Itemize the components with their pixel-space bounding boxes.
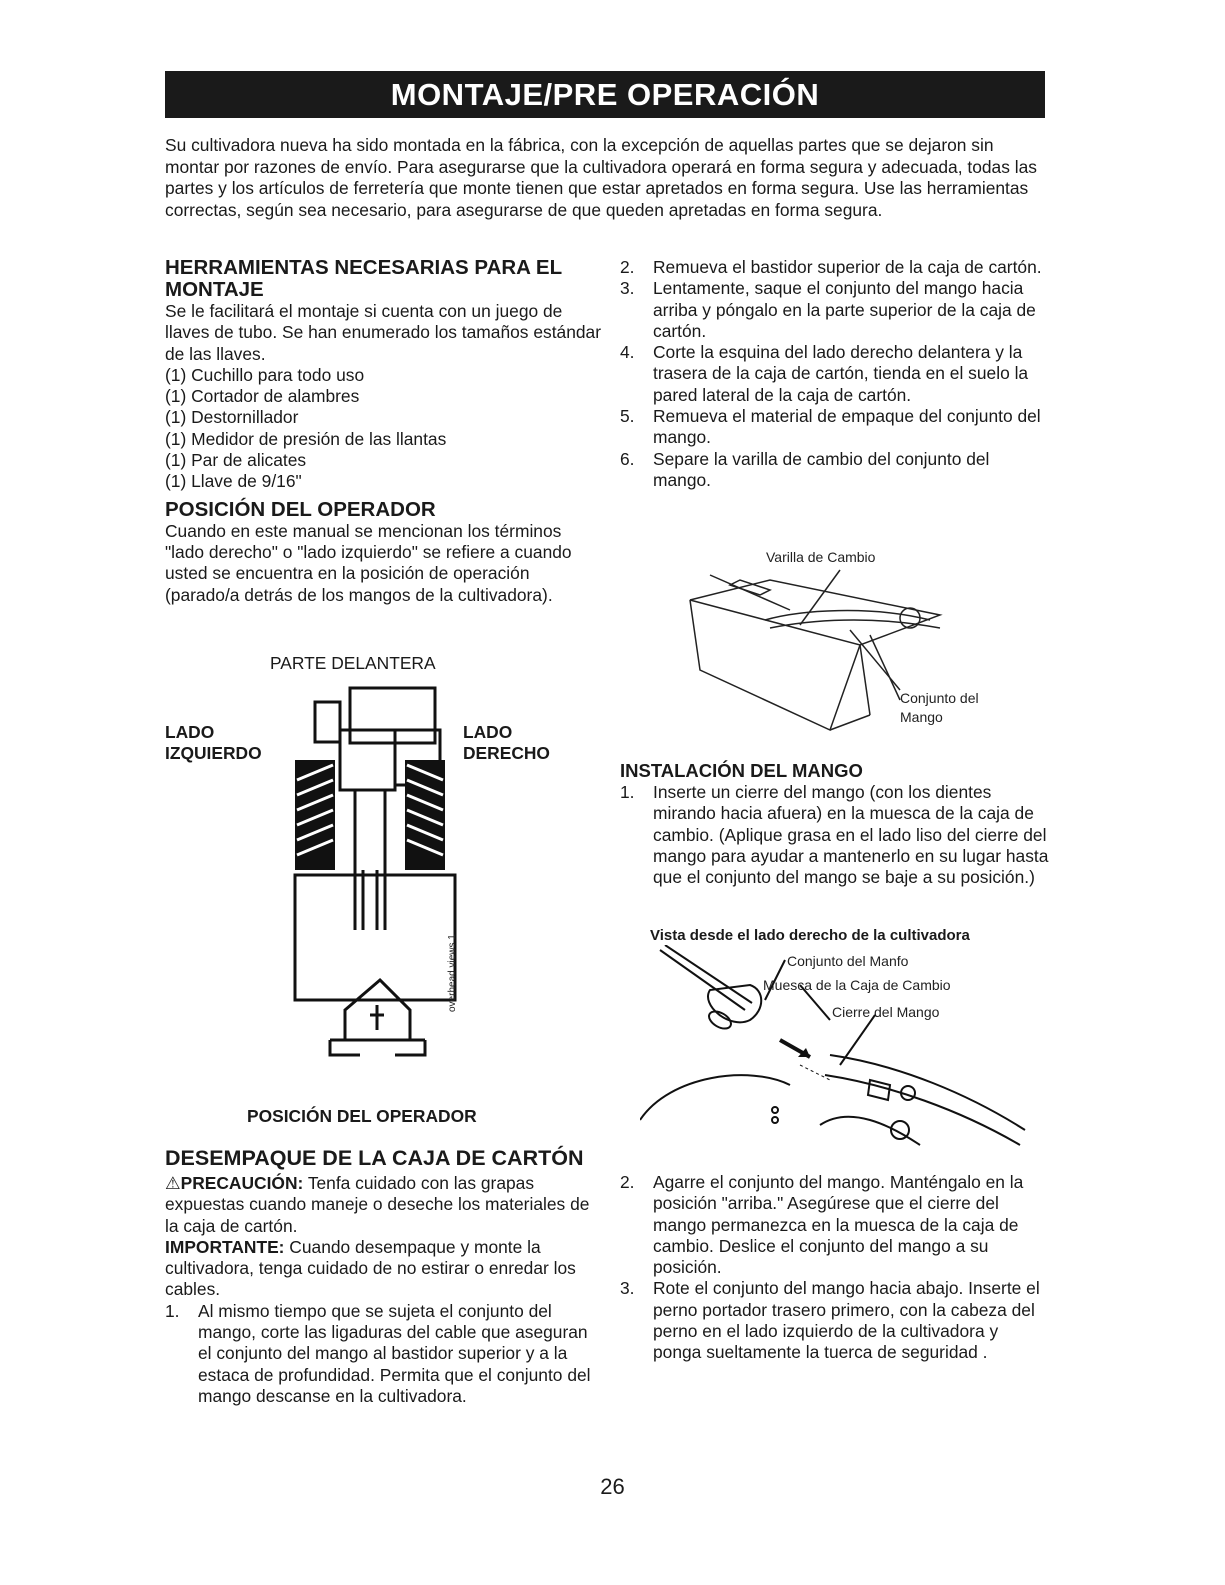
figure-right-label-1: LADO xyxy=(463,722,513,742)
tools-text: Se le facilitará el montaje si cuenta con un juego de llaves de tubo. Se han enumerado los tamaños estándar de las llaves. xyxy=(165,301,602,364)
list-item xyxy=(620,406,1050,449)
step-text: Agarre el conjunto del mango. Manténgalo en la posición "arriba." Asegúrese que el cierre del mango permanezca en la muesca de la caja de cambio. Deslice el conjunto del mango a su posición. xyxy=(653,1172,1024,1278)
install-steps-bottom xyxy=(620,1172,1050,1364)
step-number: 5. xyxy=(620,406,635,427)
figure-label-rod: Varilla de Cambio xyxy=(766,549,876,565)
step-text: Separe la varilla de cambio del conjunto del mango. xyxy=(653,448,990,490)
figure-right-label-2: DERECHO xyxy=(463,743,550,763)
carton-diagram xyxy=(670,560,970,740)
important-label: IMPORTANTE: xyxy=(165,1236,285,1257)
list-item xyxy=(620,257,1050,278)
list-item: (1) Llave de 9/16" xyxy=(165,471,302,492)
list-item: (1) Destornillador xyxy=(165,407,299,428)
figure-label-handle-1: Conjunto del xyxy=(900,690,979,706)
page-title-banner xyxy=(165,71,1045,118)
important-paragraph xyxy=(165,1237,605,1301)
step-text: Al mismo tiempo que se sujeta el conjunto del mango, corte las ligaduras del cable que aseguran el conjunto del mango al bastidor superior y a la estaca de profundidad. Permita que el conjunto del mango descanse en la cultivadora. xyxy=(198,1300,591,1406)
step-text: Rote el conjunto del mango hacia abajo. Inserte el perno portador trasero primero, con la cabeza del perno en el lado izquierdo de la cultivadora y ponga sueltamente la tuerca de seguridad . xyxy=(653,1278,1040,1363)
right-column xyxy=(620,257,1050,491)
operator-figure-caption: POSICIÓN DEL OPERADOR xyxy=(247,1106,477,1126)
page-title: MONTAJE/PRE OPERACIÓN xyxy=(390,77,820,112)
list-item xyxy=(620,449,1050,492)
step-number: 2. xyxy=(620,1172,635,1192)
figure-front-label: PARTE DELANTERA xyxy=(270,653,436,673)
list-item: (1) Medidor de presión de las llantas xyxy=(165,428,447,449)
step-text: Remueva el bastidor superior de la caja de cartón. xyxy=(653,257,1042,277)
page-number: 26 xyxy=(600,1474,625,1499)
install-steps-top xyxy=(620,782,1050,888)
step-number: 1. xyxy=(165,1300,180,1321)
unpack-steps-left xyxy=(165,1301,605,1407)
install-figure-caption: Vista desde el lado derecho de la cultivadora xyxy=(650,927,970,944)
step-number: 1. xyxy=(620,782,635,802)
step-number: 4. xyxy=(620,342,635,363)
figure-label-handle-2: Mango xyxy=(900,709,943,725)
figure-left-label-2: IZQUIERDO xyxy=(165,743,262,763)
list-item: (1) Par de alicates xyxy=(165,450,307,471)
list-item xyxy=(165,1301,605,1407)
left-column xyxy=(165,257,605,606)
list-item: (1) Cuchillo para todo uso xyxy=(165,364,365,385)
step-text: Lentamente, saque el conjunto del mango hacia arriba y póngalo en la parte superior de la caja de cartón. xyxy=(653,278,1036,341)
figure-label-notch: Muesca de la Caja de Cambio xyxy=(763,977,951,993)
install-section xyxy=(620,760,1050,888)
step-number: 3. xyxy=(620,278,635,299)
important-text: Cuando desempaque y monte la cultivadora, tenga cuidado de no estirar o enredar los cables. xyxy=(165,1236,576,1300)
caution-paragraph xyxy=(165,1173,605,1237)
step-number: 6. xyxy=(620,448,635,469)
unpack-section xyxy=(165,1147,605,1407)
step-text: Inserte un cierre del mango (con los dientes mirando hacia afuera) en la muesca de la caja de cambio. (Aplique grasa en el lado liso del cierre del mango para ayudar a mantenerlo en su lugar hasta que el conjunto del mango se baje a su posición.) xyxy=(653,782,1049,888)
operator-text: Cuando en este manual se mencionan los términos "lado derecho" o "lado izquierdo" se refiere a cuando usted se encuentra en la posición de operación (parado/a detrás de los mangos de la cultivadora). xyxy=(165,520,572,605)
operator-position-diagram xyxy=(285,680,470,1060)
unpack-steps-right xyxy=(620,257,1050,491)
list-item xyxy=(620,278,1050,342)
list-item xyxy=(620,782,1050,888)
operator-heading: POSICIÓN DEL OPERADOR xyxy=(165,497,436,521)
step-number: 3. xyxy=(620,1278,635,1299)
tools-heading: HERRAMIENTAS NECESARIAS PARA EL MONTAJE xyxy=(165,256,562,301)
handle-install-diagram xyxy=(640,945,1040,1160)
figure-label-lock: Cierre del Mango xyxy=(832,1004,940,1020)
warning-icon: ⚠ xyxy=(165,1173,181,1193)
figure-label-assembly: Conjunto del Manfo xyxy=(787,953,909,969)
list-item xyxy=(620,1172,1050,1278)
step-number: 2. xyxy=(620,257,635,277)
list-item xyxy=(620,342,1050,406)
install-heading: INSTALACIÓN DEL MANGO xyxy=(620,760,863,781)
caution-text: Tenfa cuidado con las grapas expuestas cuando maneje o deseche los materiales de la caja de cartón. xyxy=(165,1173,590,1236)
list-item: (1) Cortador de alambres xyxy=(165,386,360,407)
step-text: Remueva el material de empaque del conjunto del mango. xyxy=(653,406,1041,448)
figure-side-note: overhead views 1 xyxy=(447,934,458,1012)
tools-list xyxy=(165,365,605,493)
install-section-continued xyxy=(620,1172,1050,1364)
figure-left-label-1: LADO xyxy=(165,722,215,742)
list-item xyxy=(620,1278,1050,1363)
step-text: Corte la esquina del lado derecho delantera y la trasera de la caja de cartón, tienda en el suelo la pared lateral de la caja de cartón. xyxy=(653,342,1029,405)
intro-paragraph: Su cultivadora nueva ha sido montada en la fábrica, con la excepción de aquellas partes que se dejaron sin montar por razones de envío. Para asegurarse que la cultivadora operará en forma segura y adecuada, todas las partes y los artículos de ferretería que monte tienen que estar apretados en forma segura. Use las herramientas correctas, según sea necesario, para asegurarse de que queden apretadas en forma segura. xyxy=(165,135,1037,220)
caution-label: PRECAUCIÓN: xyxy=(180,1173,304,1193)
unpack-heading: DESEMPAQUE DE LA CAJA DE CARTÓN xyxy=(165,1146,584,1170)
